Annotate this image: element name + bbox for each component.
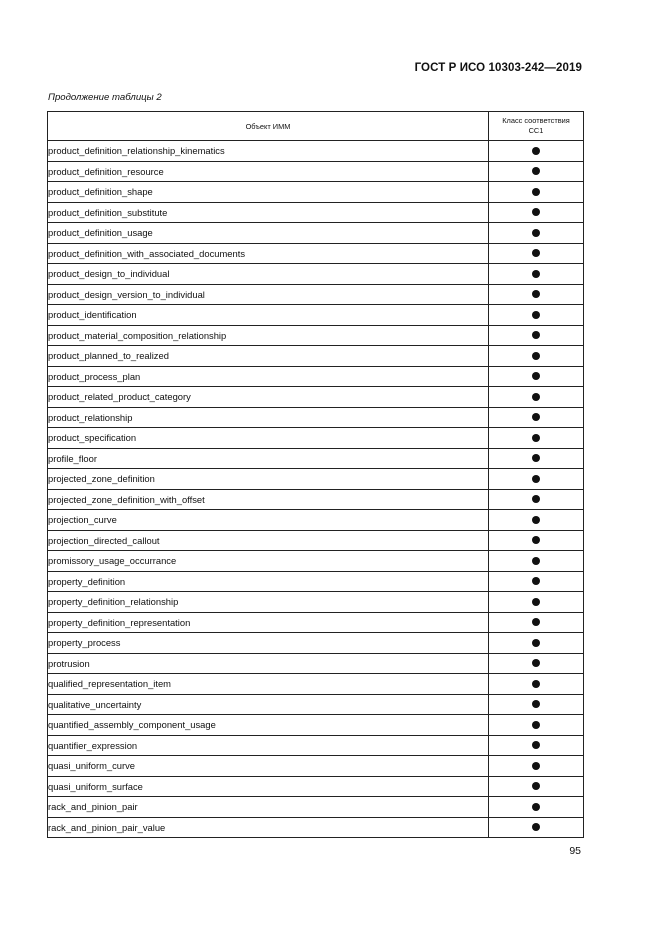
table-row: [48, 551, 584, 572]
filled-circle-icon: [532, 454, 540, 462]
conformance-cell: [489, 346, 584, 367]
table-body: [48, 141, 584, 838]
conformance-cell: [489, 141, 584, 162]
object-name-cell: product_design_version_to_individual: [48, 284, 489, 305]
object-name-cell: property_definition_representation: [48, 612, 489, 633]
conformance-cell: [489, 161, 584, 182]
object-name-cell: qualitative_uncertainty: [48, 694, 489, 715]
object-name-cell: promissory_usage_occurrance: [48, 551, 489, 572]
object-name-cell: quasi_uniform_curve: [48, 756, 489, 777]
object-name-cell: rack_and_pinion_pair: [48, 797, 489, 818]
filled-circle-icon: [532, 393, 540, 401]
table-row: [48, 735, 584, 756]
filled-circle-icon: [532, 167, 540, 175]
filled-circle-icon: [532, 331, 540, 339]
table-caption: Продолжение таблицы 2: [48, 92, 162, 103]
object-name-cell: product_definition_usage: [48, 223, 489, 244]
table-row: [48, 653, 584, 674]
table-row: [48, 243, 584, 264]
conformance-cell: [489, 510, 584, 531]
table-row: [48, 797, 584, 818]
object-name-cell: rack_and_pinion_pair_value: [48, 817, 489, 838]
table-row: [48, 776, 584, 797]
filled-circle-icon: [532, 229, 540, 237]
table-row: [48, 448, 584, 469]
object-name-cell: protrusion: [48, 653, 489, 674]
filled-circle-icon: [532, 290, 540, 298]
object-name-cell: product_design_to_individual: [48, 264, 489, 285]
conformance-class-label: Класс соответствия: [502, 116, 570, 125]
filled-circle-icon: [532, 249, 540, 257]
conformance-cell: [489, 715, 584, 736]
object-name-cell: property_process: [48, 633, 489, 654]
object-name-cell: qualified_representation_item: [48, 674, 489, 695]
table-row: [48, 510, 584, 531]
filled-circle-icon: [532, 536, 540, 544]
object-name-cell: projection_curve: [48, 510, 489, 531]
filled-circle-icon: [532, 516, 540, 524]
object-name-cell: product_definition_shape: [48, 182, 489, 203]
object-name-cell: quasi_uniform_surface: [48, 776, 489, 797]
object-name-cell: projection_directed_callout: [48, 530, 489, 551]
table-row: [48, 489, 584, 510]
conformance-cell: [489, 571, 584, 592]
conformance-cell: [489, 407, 584, 428]
filled-circle-icon: [532, 680, 540, 688]
conformance-cell: [489, 817, 584, 838]
conformance-cell: [489, 776, 584, 797]
conformance-cell: [489, 325, 584, 346]
filled-circle-icon: [532, 659, 540, 667]
table-row: [48, 223, 584, 244]
table-row: [48, 366, 584, 387]
table-row: [48, 817, 584, 838]
object-name-cell: quantifier_expression: [48, 735, 489, 756]
filled-circle-icon: [532, 823, 540, 831]
table-row: [48, 387, 584, 408]
filled-circle-icon: [532, 700, 540, 708]
conformance-cell: [489, 223, 584, 244]
filled-circle-icon: [532, 495, 540, 503]
conformance-class-code: CC1: [528, 126, 544, 135]
conformance-cell: [489, 428, 584, 449]
conformance-table: [47, 111, 584, 838]
conformance-cell: [489, 243, 584, 264]
conformance-cell: [489, 305, 584, 326]
conformance-cell: [489, 735, 584, 756]
filled-circle-icon: [532, 741, 540, 749]
table-row: [48, 141, 584, 162]
filled-circle-icon: [532, 639, 540, 647]
standard-designation: ГОСТ Р ИСО 10303-242—2019: [414, 62, 582, 74]
table-row: [48, 530, 584, 551]
table-row: [48, 674, 584, 695]
table-row: [48, 346, 584, 367]
object-name-cell: product_definition_resource: [48, 161, 489, 182]
filled-circle-icon: [532, 311, 540, 319]
table-row: [48, 182, 584, 203]
object-name-cell: profile_floor: [48, 448, 489, 469]
filled-circle-icon: [532, 475, 540, 483]
filled-circle-icon: [532, 208, 540, 216]
conformance-cell: [489, 530, 584, 551]
filled-circle-icon: [532, 782, 540, 790]
filled-circle-icon: [532, 577, 540, 585]
conformance-cell: [489, 756, 584, 777]
conformance-cell: [489, 489, 584, 510]
conformance-cell: [489, 448, 584, 469]
table-row: [48, 264, 584, 285]
filled-circle-icon: [532, 352, 540, 360]
conformance-cell: [489, 551, 584, 572]
object-name-cell: product_process_plan: [48, 366, 489, 387]
conformance-cell: [489, 182, 584, 203]
table-row: [48, 161, 584, 182]
conformance-cell: [489, 469, 584, 490]
object-name-cell: product_planned_to_realized: [48, 346, 489, 367]
object-name-cell: product_definition_relationship_kinematics: [48, 141, 489, 162]
filled-circle-icon: [532, 598, 540, 606]
conformance-cell: [489, 592, 584, 613]
conformance-cell: [489, 797, 584, 818]
table-row: [48, 469, 584, 490]
object-name-cell: property_definition: [48, 571, 489, 592]
conformance-cell: [489, 653, 584, 674]
column-header-object: Объект ИММ: [48, 112, 489, 141]
table-row: [48, 592, 584, 613]
filled-circle-icon: [532, 557, 540, 565]
filled-circle-icon: [532, 721, 540, 729]
object-name-cell: projected_zone_definition: [48, 469, 489, 490]
filled-circle-icon: [532, 618, 540, 626]
table-row: [48, 571, 584, 592]
filled-circle-icon: [532, 372, 540, 380]
conformance-cell: [489, 612, 584, 633]
table-row: [48, 428, 584, 449]
table-row: [48, 756, 584, 777]
table-row: [48, 612, 584, 633]
filled-circle-icon: [532, 803, 540, 811]
object-name-cell: product_identification: [48, 305, 489, 326]
conformance-cell: [489, 633, 584, 654]
conformance-cell: [489, 264, 584, 285]
conformance-cell: [489, 202, 584, 223]
table-header-row: [48, 112, 584, 141]
table-row: [48, 202, 584, 223]
object-name-cell: product_definition_with_associated_documents: [48, 243, 489, 264]
object-name-cell: quantified_assembly_component_usage: [48, 715, 489, 736]
filled-circle-icon: [532, 434, 540, 442]
table-row: [48, 325, 584, 346]
table-row: [48, 715, 584, 736]
column-header-conformance-class: [489, 112, 584, 141]
filled-circle-icon: [532, 413, 540, 421]
conformance-cell: [489, 387, 584, 408]
object-name-cell: product_specification: [48, 428, 489, 449]
filled-circle-icon: [532, 147, 540, 155]
object-name-cell: projected_zone_definition_with_offset: [48, 489, 489, 510]
table-row: [48, 633, 584, 654]
table-row: [48, 694, 584, 715]
object-name-cell: product_relationship: [48, 407, 489, 428]
table-row: [48, 284, 584, 305]
object-name-cell: product_definition_substitute: [48, 202, 489, 223]
conformance-cell: [489, 366, 584, 387]
table-row: [48, 305, 584, 326]
filled-circle-icon: [532, 270, 540, 278]
filled-circle-icon: [532, 762, 540, 770]
page-number: 95: [569, 845, 581, 857]
conformance-cell: [489, 674, 584, 695]
object-name-cell: product_related_product_category: [48, 387, 489, 408]
object-name-cell: property_definition_relationship: [48, 592, 489, 613]
object-name-cell: product_material_composition_relationship: [48, 325, 489, 346]
filled-circle-icon: [532, 188, 540, 196]
conformance-cell: [489, 694, 584, 715]
conformance-cell: [489, 284, 584, 305]
table-row: [48, 407, 584, 428]
